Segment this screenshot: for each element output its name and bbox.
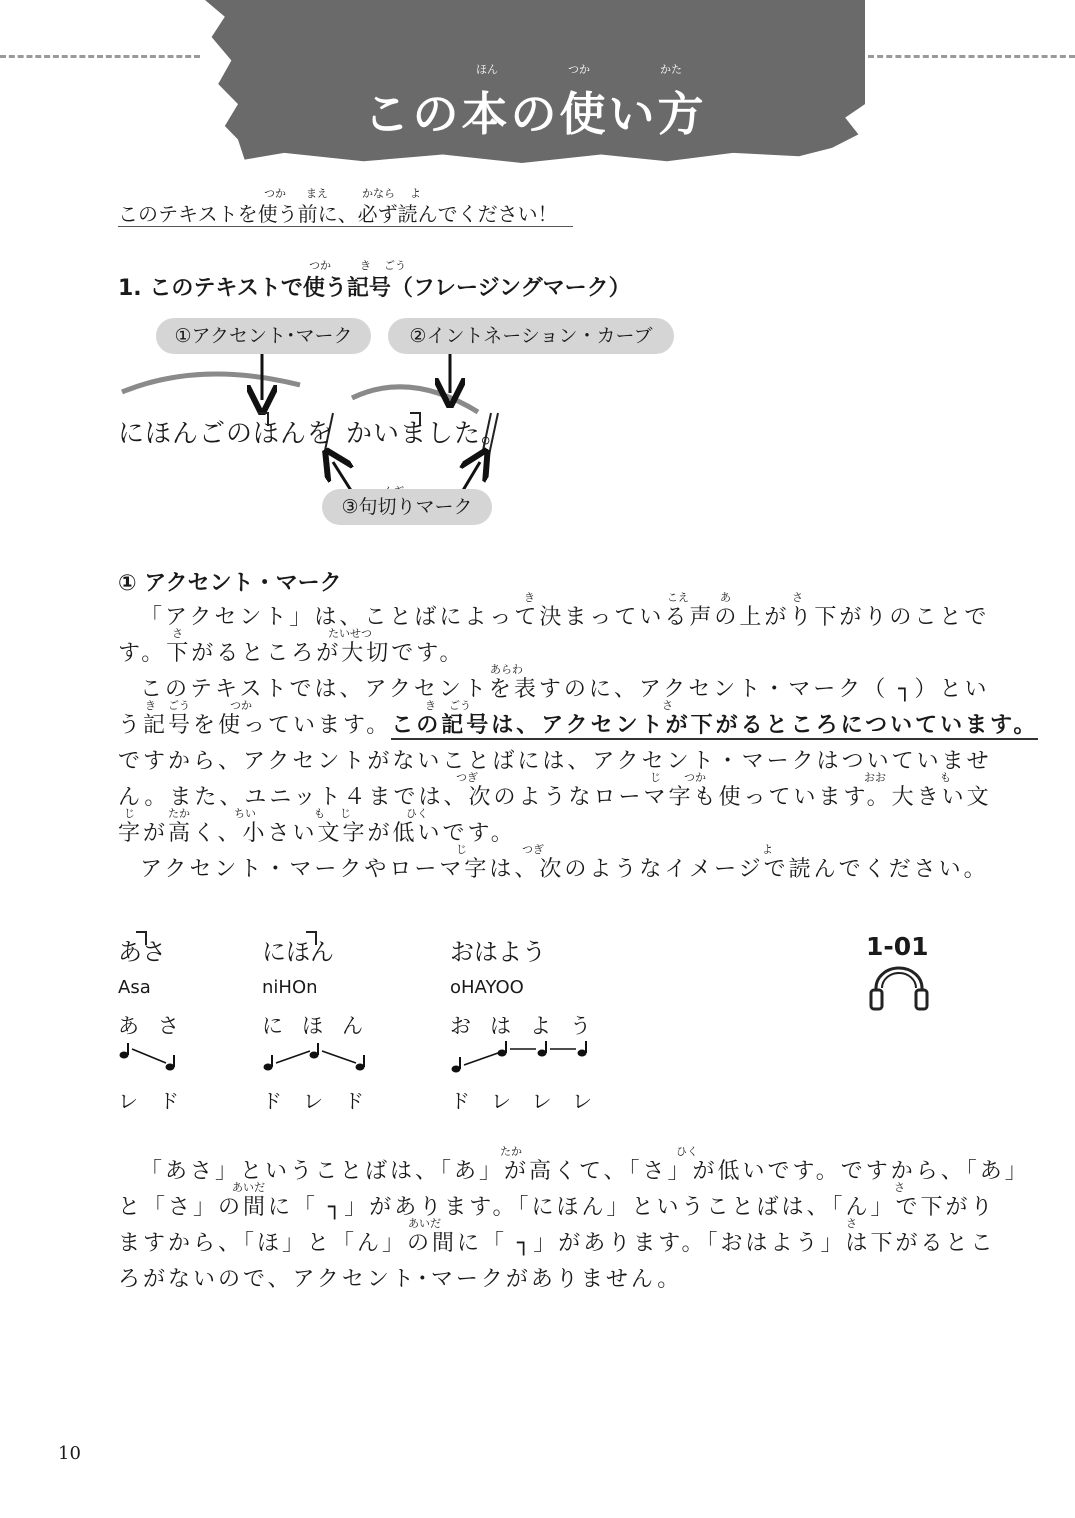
body-line-text: う記号を使っています。 xyxy=(118,713,392,738)
body-ruby: あらわ xyxy=(490,663,523,676)
intonation-curve-1 xyxy=(122,374,300,392)
body-ruby: たいせつ xyxy=(328,627,372,640)
note-icon xyxy=(452,1057,460,1072)
label-phrase-mark: ③句切りマーク xyxy=(322,489,492,525)
body-ruby: さ xyxy=(792,591,803,604)
body-line: 「アクセント」は、ことばによって決まっている声の上がり下がりのことで xyxy=(140,605,990,630)
example-scale: ドレレレ xyxy=(450,1089,613,1113)
example-scale: ドレド xyxy=(262,1089,385,1113)
body-ruby: さ xyxy=(172,627,183,640)
body-ruby: じ xyxy=(456,843,467,856)
example-romaji: oHAYOO xyxy=(450,977,524,998)
section-heading-accent-mark: ① アクセント・マーク xyxy=(118,571,342,596)
body-ruby: たか xyxy=(168,807,190,820)
arrow-to-phrase-2 xyxy=(462,462,480,492)
body-line: このテキストでは、アクセントを表すのに、アクセント・マーク（ ┐）とい xyxy=(140,677,990,702)
body-ruby: ごう xyxy=(449,699,471,712)
body-ruby: じ xyxy=(124,807,135,820)
body-line: ろがないので、アクセント･マークがありません。 xyxy=(118,1267,683,1292)
intonation-curve-2 xyxy=(352,387,478,412)
example-mora: おはよう xyxy=(450,1014,610,1038)
page-title: この本の使い方 xyxy=(363,87,707,141)
emphasis-text: この記号は、アクセントが下がるところについています。 xyxy=(391,713,1039,738)
body-ruby: ひく xyxy=(406,807,428,820)
body-ruby: おお xyxy=(864,771,886,784)
note-icon xyxy=(578,1041,586,1056)
note-icon xyxy=(310,1043,318,1058)
body-ruby: つぎ xyxy=(456,771,478,784)
sample-phrase-1: にほんごのほんを xyxy=(118,419,335,449)
body-line: 「あさ」ということばは、「あ」が高くて、「さ」が低いです。ですから、「あ」 xyxy=(140,1159,1030,1184)
body-ruby: あいだ xyxy=(232,1181,265,1194)
body-line xyxy=(118,708,1039,744)
heading-ruby: き xyxy=(360,259,371,272)
example-mora: にほん xyxy=(262,1014,382,1038)
body-ruby: あいだ xyxy=(408,1217,441,1230)
example-romaji: niHOn xyxy=(262,977,318,998)
body-line: ん。また、ユニット４までは、次のようなローマ字も使っています。大きい文 xyxy=(118,785,992,810)
accent-mark xyxy=(136,931,147,945)
note-icon xyxy=(356,1055,364,1070)
body-ruby: あ xyxy=(720,591,731,604)
example-mora: あさ xyxy=(118,1014,198,1038)
body-ruby: も xyxy=(940,771,951,784)
audio-track-number: 1-01 xyxy=(866,932,929,961)
body-ruby: ちい xyxy=(234,807,256,820)
body-ruby: じ xyxy=(340,807,351,820)
lead-ruby: まえ xyxy=(306,187,328,200)
lead-ruby: よ xyxy=(410,187,421,200)
body-ruby: つか xyxy=(684,771,706,784)
body-ruby: ひく xyxy=(676,1145,698,1158)
note-icon xyxy=(264,1055,272,1070)
title-ruby-hon: ほん xyxy=(476,63,498,76)
body-ruby: つか xyxy=(230,699,252,712)
example-scale: レド xyxy=(118,1089,200,1113)
body-ruby: じ xyxy=(650,771,661,784)
body-line: ますから、「ほ」と「ん」の間に「 ┐」があります。「おはよう」は下がるとこ xyxy=(118,1231,996,1256)
accent-mark xyxy=(306,931,317,945)
page-number: 10 xyxy=(58,1443,81,1464)
title-ruby-tsuka: つか xyxy=(568,63,590,76)
heading-ruby: つか xyxy=(309,259,331,272)
body-ruby: も xyxy=(314,807,325,820)
body-ruby: き xyxy=(145,699,156,712)
section-heading-symbols: 1. このテキストで使う記号（フレージングマーク） xyxy=(118,276,631,301)
body-ruby: さ xyxy=(846,1217,857,1230)
label-intonation-curve: ②イントネーション・カーブ xyxy=(388,318,674,354)
body-line: と「さ」の間に「 ┐」があります。「にほん」ということばは、「ん」で下がり xyxy=(118,1195,996,1220)
lead-ruby: かなら xyxy=(362,187,395,200)
phrasing-diagram xyxy=(0,0,1075,540)
body-ruby: さ xyxy=(894,1181,905,1194)
body-ruby: き xyxy=(425,699,436,712)
body-ruby: よ xyxy=(762,843,773,856)
note-icon xyxy=(166,1055,174,1070)
body-ruby: たか xyxy=(500,1145,522,1158)
accent-mark xyxy=(258,412,269,426)
heading-ruby: ごう xyxy=(384,259,406,272)
headphones-icon xyxy=(868,962,930,1012)
title-ruby-kata: かた xyxy=(660,63,682,76)
sample-phrase-2: かいました。 xyxy=(346,419,509,449)
note-icon xyxy=(120,1043,128,1058)
arrow-to-phrase-1 xyxy=(333,462,352,492)
body-ruby: さ xyxy=(662,699,673,712)
example-word: あさ xyxy=(118,938,166,966)
lead-text: このテキストを使う前に、必ず読んでください！ xyxy=(118,202,558,226)
body-ruby: き xyxy=(524,591,535,604)
body-ruby: ごう xyxy=(168,699,190,712)
example-word: おはよう xyxy=(450,938,546,966)
accent-explanation xyxy=(118,600,1039,888)
body-line: ですから、アクセントがないことばには、アクセント・マークはついていませ xyxy=(118,749,992,774)
lead-ruby: つか xyxy=(264,187,286,200)
accent-mark xyxy=(410,412,421,426)
body-line: アクセント・マークやローマ字は、次のようなイメージで読んでください。 xyxy=(140,857,989,882)
example-word: にほん xyxy=(262,938,334,966)
example-romaji: Asa xyxy=(118,977,151,998)
body-ruby: つぎ xyxy=(522,843,544,856)
pitch-melody-diagram xyxy=(110,1035,610,1085)
note-icon xyxy=(538,1041,546,1056)
body-line: す。下がるところが大切です。 xyxy=(118,641,465,666)
body-line: 字が高く、小さい文字が低いです。 xyxy=(118,821,516,846)
note-icon xyxy=(498,1041,506,1056)
body-ruby: こえ xyxy=(667,591,689,604)
closing-explanation xyxy=(118,1154,1030,1298)
label-accent-mark: ①アクセント･マーク xyxy=(156,318,371,354)
